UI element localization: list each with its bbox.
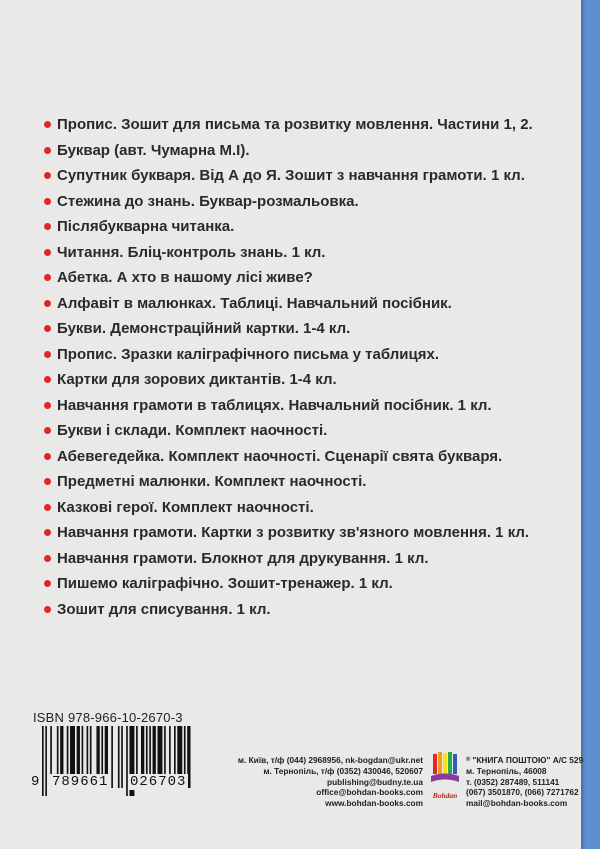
contact-line: publishing@budny.te.ua — [327, 776, 423, 787]
contact-line: м. Київ, т/ф (044) 2968956, nk-bogdan@ukr.net — [237, 755, 423, 765]
list-item-label: Читання. Бліц-контроль знань. 1 кл. — [57, 243, 326, 261]
publisher-logo — [428, 752, 462, 800]
bullet-icon — [44, 147, 51, 154]
list-item — [44, 444, 564, 470]
barcode-group-1: 789661 — [52, 774, 109, 790]
bullet-icon — [44, 555, 51, 562]
list-item-label: Супутник букваря. Від А до Я. Зошит з навчання грамоти. 1 кл. — [57, 167, 525, 184]
registered-icon: ® — [466, 757, 471, 763]
isbn-label: ISBN 978-966-10-2670-3 — [33, 710, 183, 725]
contact-line: (067) 3501870, (066) 7271762 — [466, 787, 579, 798]
list-item — [44, 571, 564, 597]
list-item — [44, 112, 564, 138]
list-item — [44, 597, 564, 623]
contact-line-text: "КНИГА ПОШТОЮ" А/С 529 — [472, 755, 584, 765]
bullet-icon — [44, 223, 51, 230]
list-item — [44, 520, 564, 546]
contact-line: м. Тернопіль, т/ф (0352) 430046, 520607 — [263, 765, 423, 776]
list-item-label: Предметні малюнки. Комплект наочності. — [57, 473, 367, 490]
list-item — [44, 163, 564, 189]
list-item — [44, 316, 564, 342]
list-item-label: Зошит для списування. 1 кл. — [57, 600, 271, 618]
bullet-icon — [44, 427, 51, 434]
bullet-icon — [44, 325, 51, 332]
list-item — [44, 240, 564, 266]
list-item-label: Навчання грамоти. Картки з розвитку зв'язного мовлення. 1 кл. — [57, 524, 530, 541]
list-item-label: Абевегедейка. Комплект наочності. Сценарії свята букваря. — [57, 447, 503, 465]
list-item — [44, 214, 564, 240]
list-item-label: Казкові герої. Комплект наочності. — [57, 498, 314, 516]
bullet-icon — [44, 504, 51, 511]
list-item-label: Пишемо каліграфічно. Зошит-тренажер. 1 кл. — [57, 575, 393, 592]
bullet-icon — [44, 606, 51, 613]
bullet-icon — [44, 580, 51, 587]
bullet-icon — [44, 453, 51, 460]
bullet-icon — [44, 376, 51, 383]
list-item — [44, 342, 564, 368]
list-item-label: Навчання грамоти в таблицях. Навчальний посібник. 1 кл. — [57, 396, 492, 414]
list-item — [44, 546, 564, 572]
mail-order-contacts — [466, 755, 586, 809]
list-item-label: Стежина до знань. Буквар-розмальовка. — [57, 192, 359, 210]
barcode-group-2: 026703 — [130, 774, 187, 790]
logo-text: Bohdan — [432, 791, 458, 800]
bullet-icon — [44, 121, 51, 128]
list-item-label: Буквар (авт. Чумарна М.І). — [57, 141, 250, 159]
bullet-icon — [44, 198, 51, 205]
list-item-label: Абетка. А хто в нашому лісі живе? — [57, 269, 313, 286]
bullet-icon — [44, 274, 51, 281]
list-item — [44, 495, 564, 521]
contact-line: office@bohdan-books.com — [316, 787, 423, 798]
list-item — [44, 189, 564, 215]
book-list — [44, 112, 564, 622]
list-item-label: Післябукварна читанка. — [57, 218, 235, 235]
list-item-label: Картки для зорових диктантів. 1-4 кл. — [57, 371, 337, 388]
bullet-icon — [44, 529, 51, 536]
list-item-label: Букви. Демонстраційний картки. 1-4 кл. — [57, 320, 351, 337]
contact-line: www.bohdan-books.com — [325, 798, 423, 809]
bullet-icon — [44, 172, 51, 179]
contact-line: т. (0352) 287489, 511141 — [466, 776, 560, 787]
list-item-label: Алфавіт в малюнках. Таблиці. Навчальний посібник. — [57, 294, 452, 312]
list-item-label: Пропис. Зошит для письма та розвитку мовлення. Частини 1, 2. — [57, 116, 533, 133]
list-item — [44, 418, 564, 444]
list-item — [44, 265, 564, 291]
list-item — [44, 469, 564, 495]
barcode-first-digit: 9 — [31, 774, 40, 790]
contact-line: м. Тернопіль, 46008 — [466, 765, 547, 776]
list-item-label: Букви і склади. Комплект наочності. — [57, 422, 328, 439]
contact-line: mail@bohdan-books.com — [466, 798, 568, 809]
bullet-icon — [44, 402, 51, 409]
bullet-icon — [44, 249, 51, 256]
publisher-contacts — [218, 755, 423, 809]
book-logo-icon — [428, 752, 462, 792]
barcode-digits — [28, 774, 198, 794]
contact-line — [466, 755, 586, 766]
bullet-icon — [44, 478, 51, 485]
bullet-icon — [44, 300, 51, 307]
list-item — [44, 367, 564, 393]
bullet-icon — [44, 351, 51, 358]
list-item — [44, 291, 564, 317]
list-item — [44, 138, 564, 164]
list-item-label: Навчання грамоти. Блокнот для друкування. 1 кл. — [57, 549, 429, 567]
list-item-label: Пропис. Зразки каліграфічного письма у таблицях. — [57, 345, 439, 363]
list-item — [44, 393, 564, 419]
